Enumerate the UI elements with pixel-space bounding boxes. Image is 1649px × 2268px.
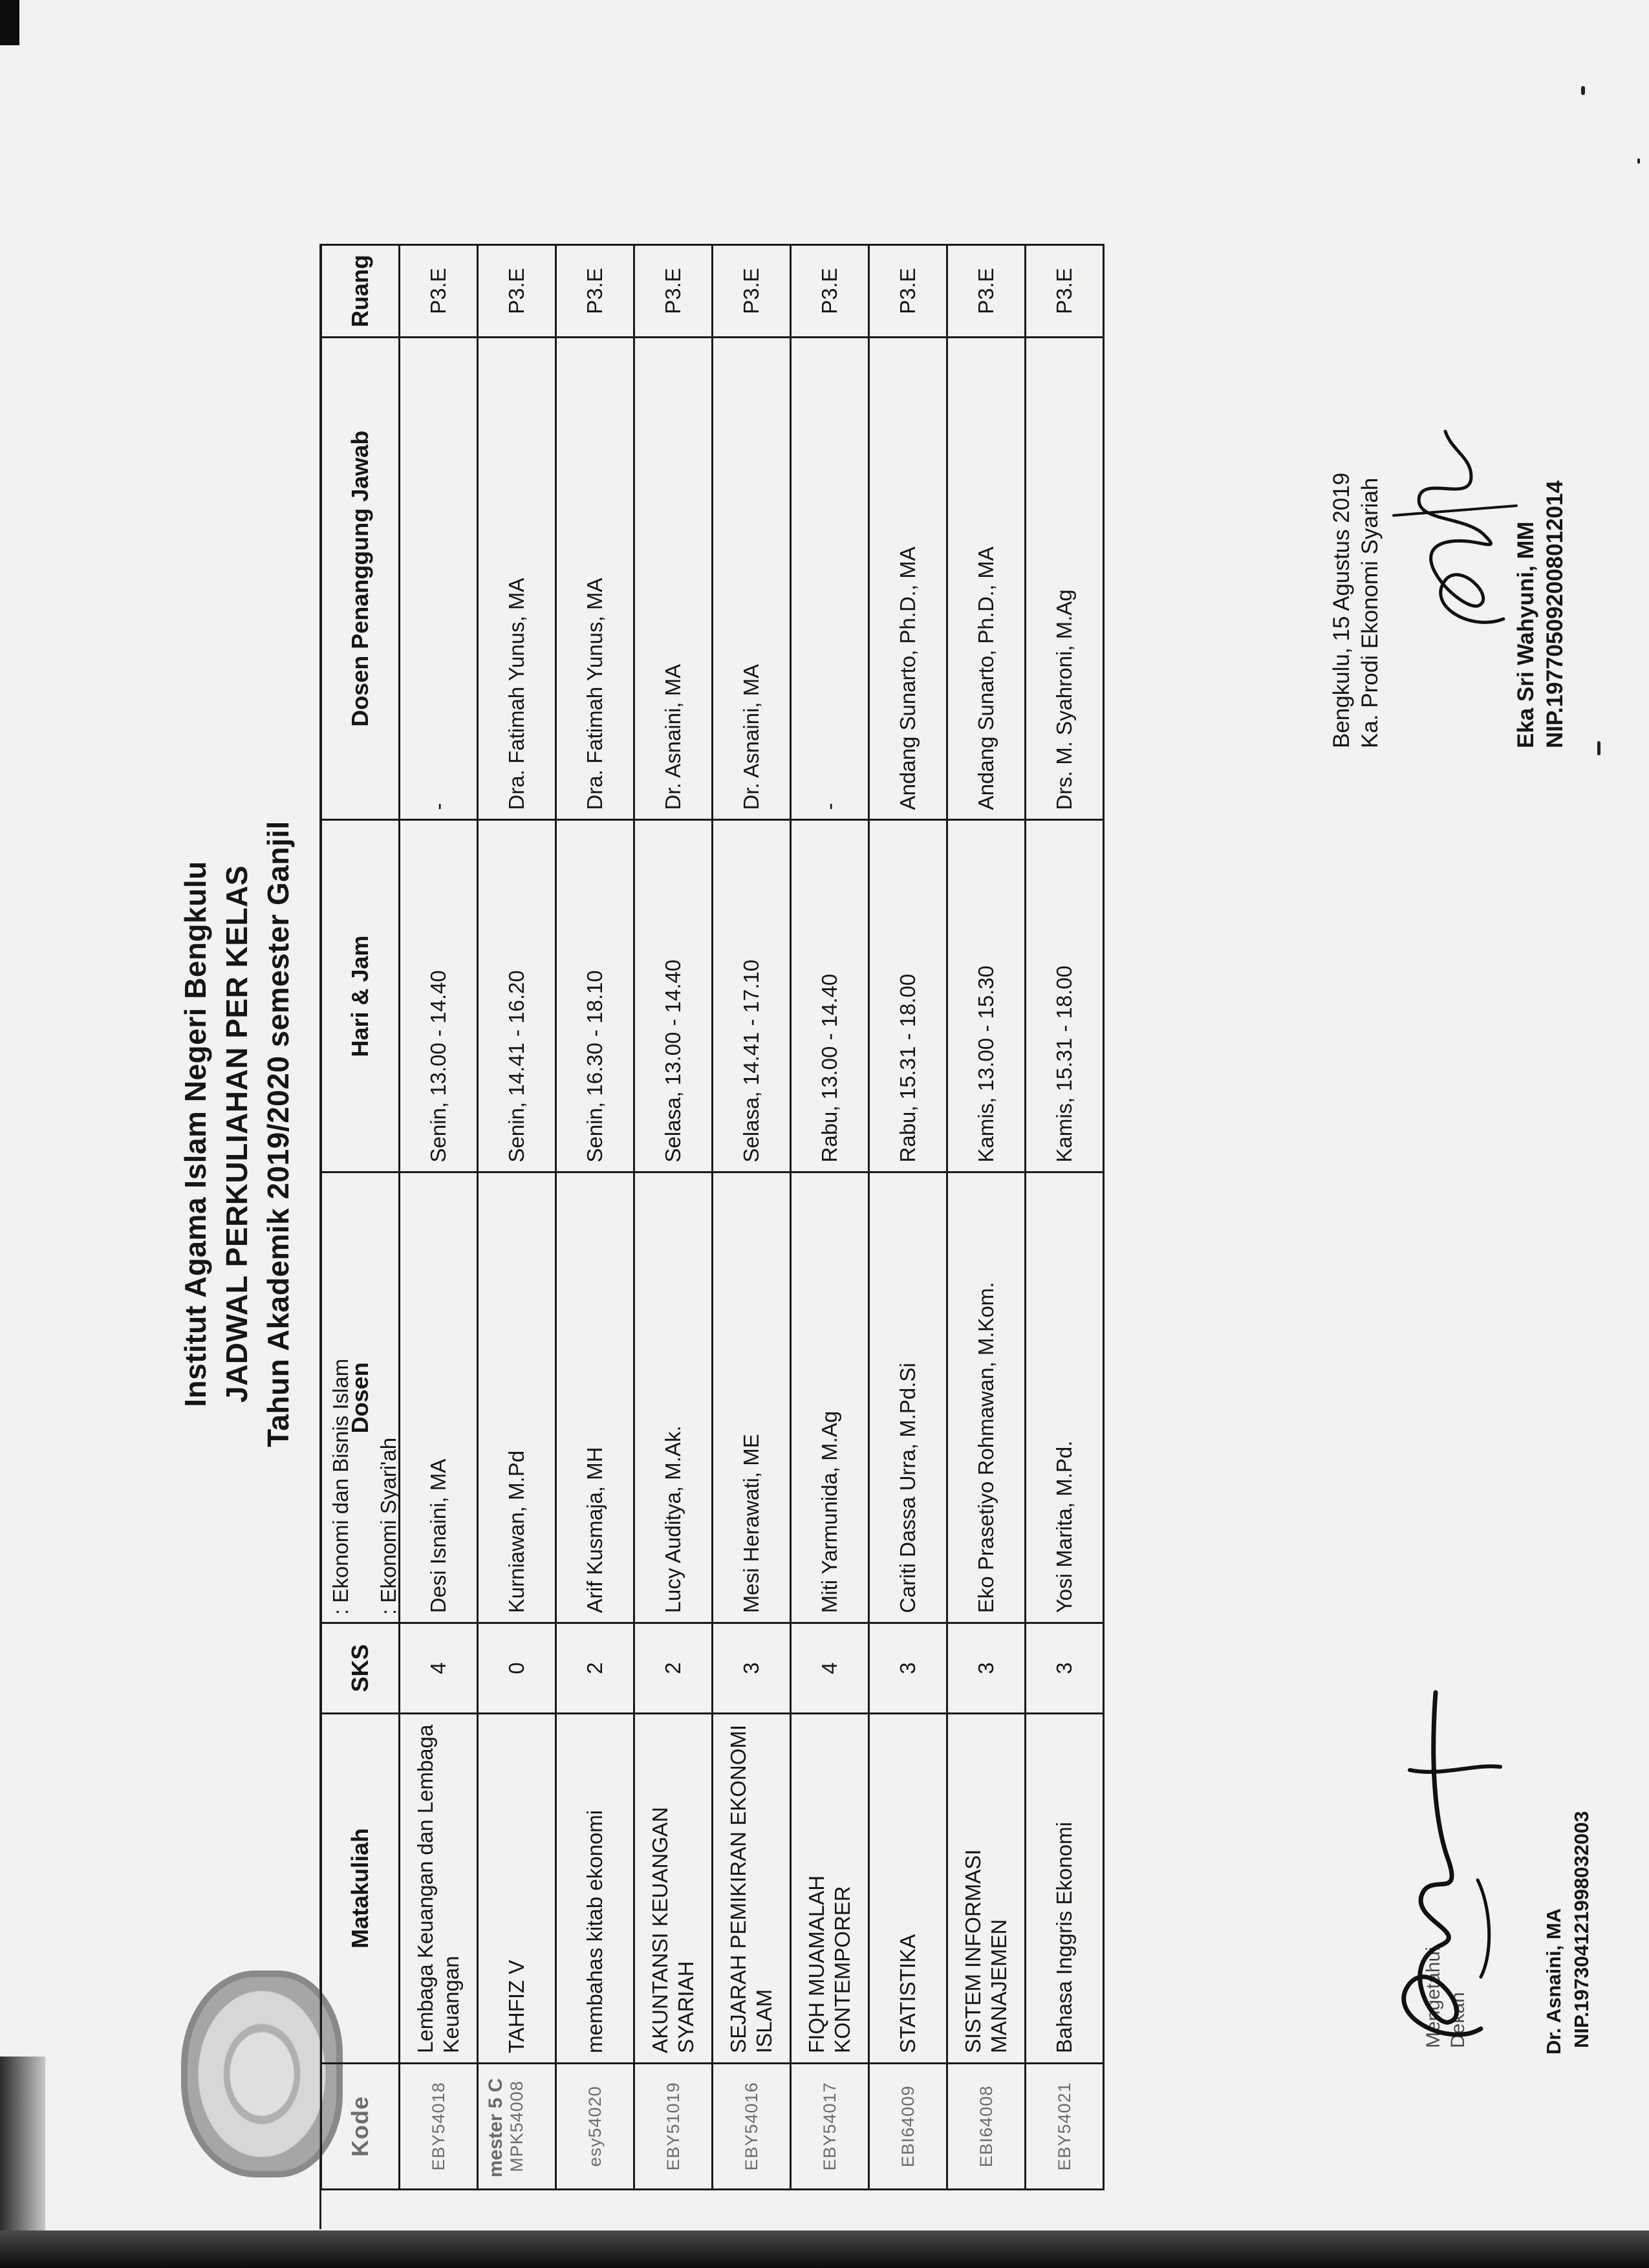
document-title: JADWAL PERKULIAHAN PER KELAS xyxy=(220,865,253,1403)
table-row xyxy=(869,245,947,2190)
cell-penanggung-jawab: Dr. Asnaini, MA xyxy=(713,338,791,820)
cell-matakuliah: STATISTIKA xyxy=(869,1713,947,2063)
cell-dosen: Cariti Dassa Urra, M.Pd.Si xyxy=(869,1172,947,1623)
cell-ruang: P3.E xyxy=(947,245,1026,338)
cell-sks: 3 xyxy=(713,1623,791,1714)
cell-kode: MPK54008 xyxy=(478,2063,556,2189)
cell-dosen: Miti Yarmunida, M.Ag xyxy=(791,1172,869,1623)
cell-ruang: P3.E xyxy=(634,245,713,338)
cell-dosen: Arif Kusmaja, MH xyxy=(556,1172,634,1623)
dean-name: Dr. Asnaini, MA xyxy=(1542,1908,1565,2055)
cell-matakuliah: membahas kitab ekonomi xyxy=(556,1713,634,2063)
cell-dosen: Yosi Marita, M.Pd. xyxy=(1026,1172,1104,1623)
cell-dosen: Lucy Auditya, M.Ak. xyxy=(634,1172,713,1623)
cell-ruang: P3.E xyxy=(478,245,556,338)
col-ruang: Ruang xyxy=(321,245,400,338)
schedule-table xyxy=(320,244,1105,2190)
table-row xyxy=(791,245,869,2190)
cell-kode: EBI64008 xyxy=(947,2063,1026,2189)
cell-matakuliah: Bahasa Inggris Ekonomi xyxy=(1026,1713,1104,2063)
cell-penanggung-jawab: Drs. M. Syahroni, M.Ag xyxy=(1026,338,1104,820)
cell-ruang: P3.E xyxy=(713,245,791,338)
table-row xyxy=(947,245,1026,2190)
cell-kode: EBY51019 xyxy=(634,2063,713,2189)
semester-class-label: mester 5 C xyxy=(485,2078,506,2177)
cell-kode: EBY54016 xyxy=(713,2063,791,2189)
col-matakuliah: Matakuliah xyxy=(321,1713,400,2063)
head-signature-icon xyxy=(1374,399,1529,645)
cell-hari-jam: Senin, 16.30 - 18.10 xyxy=(556,820,634,1172)
cell-ruang: P3.E xyxy=(791,245,869,338)
table-header-row xyxy=(321,245,400,2190)
cell-dosen: Desi Isnaini, MA xyxy=(400,1172,478,1623)
col-sks: SKS xyxy=(321,1623,400,1714)
dean-signature-icon xyxy=(1371,1667,1520,2055)
head-nip: NIP.197705092008012014 xyxy=(1542,481,1568,748)
program-value: : Ekonomi Syari'ah xyxy=(376,1437,400,1615)
cell-penanggung-jawab: Andang Sunarto, Ph.D., MA xyxy=(947,338,1026,820)
cell-ruang: P3.E xyxy=(556,245,634,338)
cell-sks: 2 xyxy=(556,1623,634,1714)
table-row xyxy=(634,245,713,2190)
cell-penanggung-jawab: Dra. Fatimah Yunus, MA xyxy=(478,338,556,820)
cell-kode: EBY54021 xyxy=(1026,2063,1104,2189)
cell-matakuliah: AKUNTANSI KEUANGAN SYARIAH xyxy=(634,1713,713,2063)
cell-sks: 3 xyxy=(869,1623,947,1714)
cell-penanggung-jawab: Dr. Asnaini, MA xyxy=(634,338,713,820)
cell-hari-jam: Kamis, 13.00 - 15.30 xyxy=(947,820,1026,1172)
cell-penanggung-jawab: - xyxy=(400,338,478,820)
cell-kode: esy54020 xyxy=(556,2063,634,2189)
faculty-value: : Ekonomi dan Bisnis Islam xyxy=(329,1358,352,1615)
cell-ruang: P3.E xyxy=(400,245,478,338)
cell-matakuliah: SEJARAH PEMIKIRAN EKONOMI ISLAM xyxy=(713,1713,791,2063)
col-hari-jam: Hari & Jam xyxy=(321,820,400,1172)
cell-kode: EBY54017 xyxy=(791,2063,869,2189)
dean-nip: NIP.197304121998032003 xyxy=(1570,1811,1593,2048)
cell-kode: EBI64009 xyxy=(869,2063,947,2189)
cell-sks: 2 xyxy=(634,1623,713,1714)
cell-hari-jam: Rabu, 15.31 - 18.00 xyxy=(869,820,947,1172)
cell-kode: EBY54018 xyxy=(400,2063,478,2189)
cell-matakuliah: Lembaga Keuangan dan Lembaga Keuangan xyxy=(400,1713,478,2063)
document-header xyxy=(175,0,299,2268)
cell-penanggung-jawab: Dra. Fatimah Yunus, MA xyxy=(556,338,634,820)
cell-hari-jam: Kamis, 15.31 - 18.00 xyxy=(1026,820,1104,1172)
cell-penanggung-jawab: - xyxy=(791,338,869,820)
cell-ruang: P3.E xyxy=(1026,245,1104,338)
cell-sks: 4 xyxy=(400,1623,478,1714)
cell-ruang: P3.E xyxy=(869,245,947,338)
university-seal-icon xyxy=(181,1971,343,2177)
head-position: Ka. Prodi Ekonomi Syariah xyxy=(1357,477,1383,748)
cell-hari-jam: Selasa, 13.00 - 14.40 xyxy=(634,820,713,1172)
cell-matakuliah: FIQH MUAMALAH KONTEMPORER xyxy=(791,1713,869,2063)
academic-year: Tahun Akademik 2019/2020 semester Ganjil xyxy=(261,821,295,1447)
head-name: Eka Sri Wahyuni, MM xyxy=(1513,521,1538,748)
col-kode: Kode xyxy=(321,2063,400,2189)
cell-sks: 3 xyxy=(947,1623,1026,1714)
table-row xyxy=(478,245,556,2190)
cell-sks: 3 xyxy=(1026,1623,1104,1714)
cell-sks: 4 xyxy=(791,1623,869,1714)
cell-hari-jam: Selasa, 14.41 - 17.10 xyxy=(713,820,791,1172)
acknowledged-label: Mengetahui xyxy=(1423,1947,1444,2048)
dean-title: Dekan xyxy=(1447,1992,1469,2048)
place-date: Bengkulu, 15 Agustus 2019 xyxy=(1329,472,1354,748)
cell-matakuliah: SISTEM INFORMASI MANAJEMEN xyxy=(947,1713,1026,2063)
col-penanggung-jawab: Dosen Penanggung Jawab xyxy=(321,338,400,820)
table-row xyxy=(713,245,791,2190)
cell-dosen: Kurniawan, M.Pd xyxy=(478,1172,556,1623)
cell-sks: 0 xyxy=(478,1623,556,1714)
table-row xyxy=(556,245,634,2190)
cell-dosen: Mesi Herawati, ME xyxy=(713,1172,791,1623)
cell-penanggung-jawab: Andang Sunarto, Ph.D., MA xyxy=(869,338,947,820)
cell-hari-jam: Rabu, 13.00 - 14.40 xyxy=(791,820,869,1172)
cell-matakuliah: TAHFIZ V xyxy=(478,1713,556,2063)
cell-hari-jam: Senin, 14.41 - 16.20 xyxy=(478,820,556,1172)
col-dosen: Dosen xyxy=(321,1172,400,1623)
table-row xyxy=(1026,245,1104,2190)
table-row xyxy=(400,245,478,2190)
institution-name: Institut Agama Islam Negeri Bengkulu xyxy=(178,861,212,1407)
cell-hari-jam: Senin, 13.00 - 14.40 xyxy=(400,820,478,1172)
cell-dosen: Eko Prasetiyo Rohmawan, M.Kom. xyxy=(947,1172,1026,1623)
